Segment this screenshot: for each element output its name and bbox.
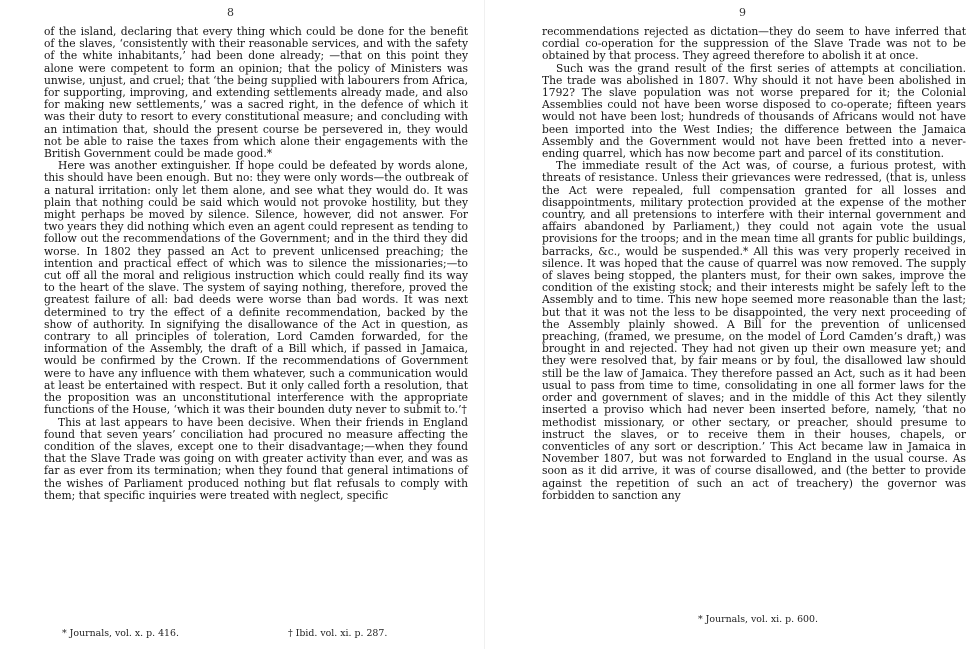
right-footnote-1: * Journals, vol. xi. p. 600. — [698, 614, 818, 625]
left-page — [0, 0, 480, 649]
right-paragraph-3: The immediate result of the Act was, of course, a furious protest, with threats of resistance. Unless their grievances were redressed, (that is, unless the Act were repealed, full compensation granted for all losses and disappointments, military protection provided at the expense of the mother country, and all pretensions to interfere with their internal government and affairs abandoned by Parliament,) they could not again vote the usual provisions for the troops; and in the mean time all grants for public buildings, barracks, &c., would be suspended.* All this was very properly received in silence. It was hoped that the cause of quarrel was now removed. The supply of slaves being stopped, the planters must, for their own sakes, improve the condition of the existing stock; and their interests might be safely left to the Assembly and to time. This new hope seemed more reasonable than the last; but that it was not the less to be disappointed, the very next proceeding of the Assembly plainly showed. A Bill for the prevention of unlicensed preaching, (framed, we presume, on the model of Lord Camden’s draft,) was brought in and rejected. They had not given up their own measure yet; and they were resolved that, by fair means or by foul, the disallowed law should still be the law of Jamaica. They therefore passed an Act, such as it had been usual to pass from time to time, consolidating in one all former laws for the order and government of slaves; and in the middle of this Act they silently inserted a proviso which had never been inserted before, namely, ‘that no methodist missionary, or other sectary, or preacher, should presume to instruct the slaves, or to receive them in their houses, chapels, or conventicles of any sort or description.’ This Act became law in Jamaica in November 1807, but was not forwarded to England in the usual course. As soon as it did arrive, it was of course disallowed, and (the better to provide against the repetition of such an act of treachery) the governor was forbidden to sanction any — [542, 159, 966, 502]
left-paragraph-2: Here was another extinguisher. If hope could be defeated by words alone, this should have been enough. But no: they were only words—the outbreak of a natural irritation: only let them alone, and see what they would do. It was plain that nothing could be said which would not provoke hostility, but they might perhaps be moved by silence. Silence, however, did not answer. For two years they did nothing which even an agent could represent as tending to follow out the recommendations of the Government; and in the third they did worse. In 1802 they passed an Act to prevent unlicensed preaching; the intention and practical effect of which was to silence the missionaries;—to cut off all the moral and religious instruction which could really find its way to the heart of the slave. The system of saying nothing, therefore, proved the greatest failure of all: bad deeds were worse than bad words. It was next determined to try the effect of a definite recommendation, backed by the show of authority. In signifying the disallowance of the Act in question, as contrary to all principles of toleration, Lord Camden forwarded, for the information of the Assembly, the draft of a Bill which, if passed in Jamaica, would be confirmed by the Crown. If the recommendations of Government were to have any influence with them whatever, such a communication would at least be entertained with respect. But it only called forth a resolution, that the proposition was an unconstitutional interference with the appropriate functions of the House, ‘which it was their bounden duty never to submit to.’† — [44, 159, 468, 417]
page-gutter — [484, 0, 485, 649]
left-paragraph-3: This at last appears to have been decisive. When their friends in England found that seven years’ conciliation had procured no measure affecting the condition of the slaves, except one to their disadvantage;—when they found that the Slave Trade was going on with greater activity than ever, and was as far as ever from its termination; when they found that general intimations of the wishes of Parliament produced nothing but flat refusals to comply with them; that specific inquiries were treated with neglect, specific — [44, 415, 468, 502]
right-paragraph-1: recommendations rejected as dictation—they do seem to have inferred that cordial co-operation for the suppression of the Slave Trade was not to be obtained by that process. They agreed therefore to abolish it at once. — [542, 25, 966, 63]
page-number-right: 9 — [739, 6, 746, 19]
left-paragraph-1: of the island, declaring that every thing which could be done for the benefit of the slaves, ‘consistently with their reasonable services, and with the safety of the white inhabitants,’ had been done already; —that on this point they alone were competent to form an opinion; that the policy of Ministers was unwise, unjust, and cruel; that ‘the being supplied with labourers from Africa, for supporting, improving, and extending settlements already made, and also for making new settlements,’ was a sacred right, in the defence of which it was their duty to resort to every constitutional measure; and concluding with an intimation that, should the present course be persevered in, they would not be able to raise the taxes from which alone their engagements with the British Government could be made good.* — [44, 25, 468, 161]
right-page-body — [542, 26, 966, 502]
page-number-left: 8 — [227, 6, 234, 19]
right-page — [490, 0, 980, 649]
left-footnote-1: * Journals, vol. x. p. 416. — [62, 628, 179, 639]
left-footnote-2: † Ibid. vol. xi. p. 287. — [288, 628, 388, 639]
right-paragraph-2: Such was the grand result of the first series of attempts at conciliation. The trade was abolished in 1807. Why should it not have been abolished in 1792? The slave population was not worse prepared for it; the Colonial Assemblies could not have been worse disposed to co-operate; fifteen years would not have been lost; hundreds of thousands of Africans would not have been imported into the West Indies; the difference between the Jamaica Assembly and the Government would not have been fretted into a never-ending quarrel, which has now become part and parcel of its constitution. — [542, 61, 966, 161]
left-page-body — [44, 26, 468, 502]
